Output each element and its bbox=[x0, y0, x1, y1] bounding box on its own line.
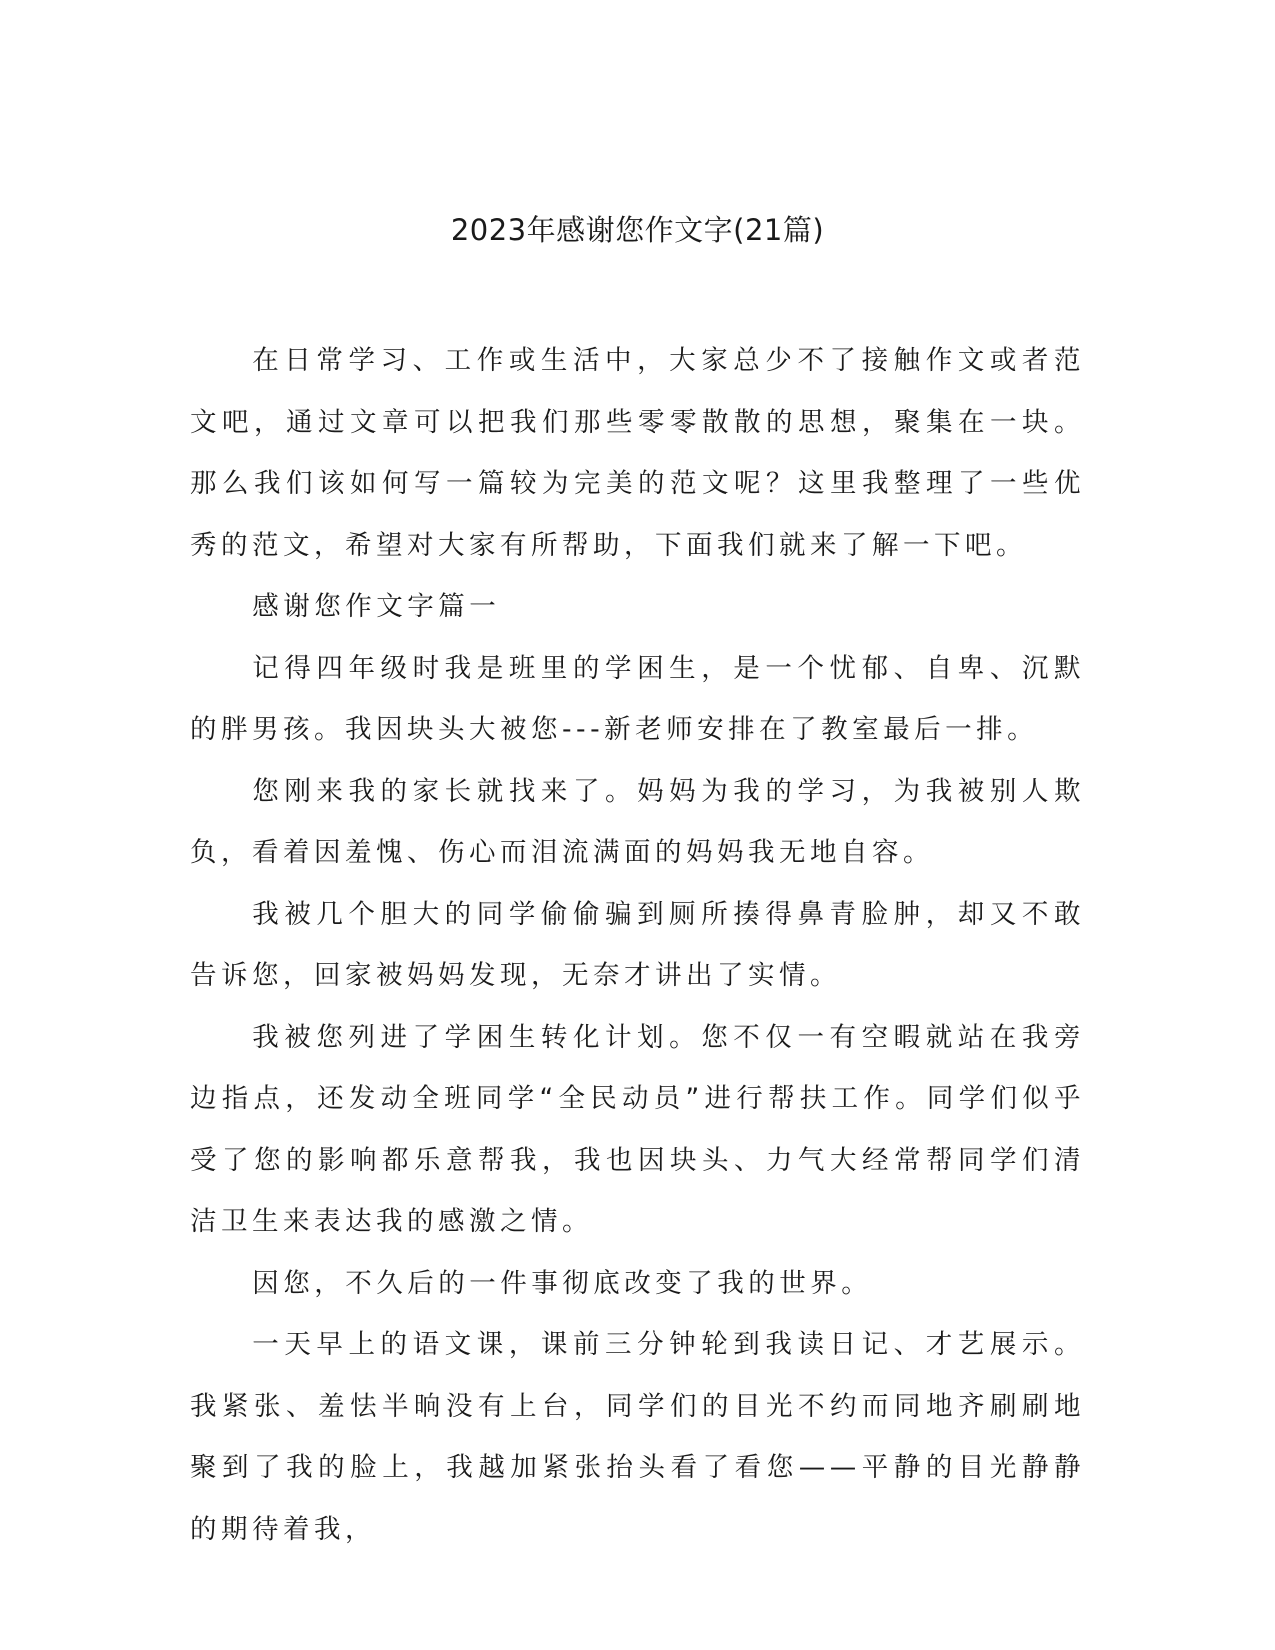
paragraph: 我被您列进了学困生转化计划。您不仅一有空暇就站在我旁边指点，还发动全班同学“全民动员”进行帮扶工作。同学们似乎受了您的影响都乐意帮我，我也因块头、力气大经常帮同学们清洁卫生来表达我的感激之情。 bbox=[190, 1021, 1085, 1237]
paragraph: 您刚来我的家长就找来了。妈妈为我的学习，为我被别人欺负，看着因羞愧、伤心而泪流满面的妈妈我无地自容。 bbox=[190, 775, 1085, 868]
paragraph: 我被几个胆大的同学偷偷骗到厕所揍得鼻青脸肿，却又不敢告诉您，回家被妈妈发现，无奈才讲出了实情。 bbox=[190, 898, 1085, 991]
paragraph: 一天早上的语文课，课前三分钟轮到我读日记、才艺展示。我紧张、羞怯半晌没有上台，同学们的目光不约而同地齐刷刷地聚到了我的脸上，我越加紧张抬头看了看您——平静的目光静静的期待着我， bbox=[190, 1329, 1085, 1545]
paragraph: 因您，不久后的一件事彻底改变了我的世界。 bbox=[252, 1267, 873, 1299]
document-body bbox=[190, 330, 1085, 1560]
document-title: 2023年感谢您作文字(21篇) bbox=[450, 213, 825, 247]
section-heading: 感谢您作文字篇一 bbox=[252, 591, 501, 622]
paragraph-intro: 在日常学习、工作或生活中，大家总少不了接触作文或者范文吧，通过文章可以把我们那些零零散散的思想，聚集在一块。那么我们该如何写一篇较为完美的范文呢？这里我整理了一些优秀的范文，希望对大家有所帮助，下面我们就来了解一下吧。 bbox=[190, 345, 1085, 561]
paragraph: 记得四年级时我是班里的学困生，是一个忧郁、自卑、沉默的胖男孩。我因块头大被您---新老师安排在了教室最后一排。 bbox=[190, 652, 1085, 745]
